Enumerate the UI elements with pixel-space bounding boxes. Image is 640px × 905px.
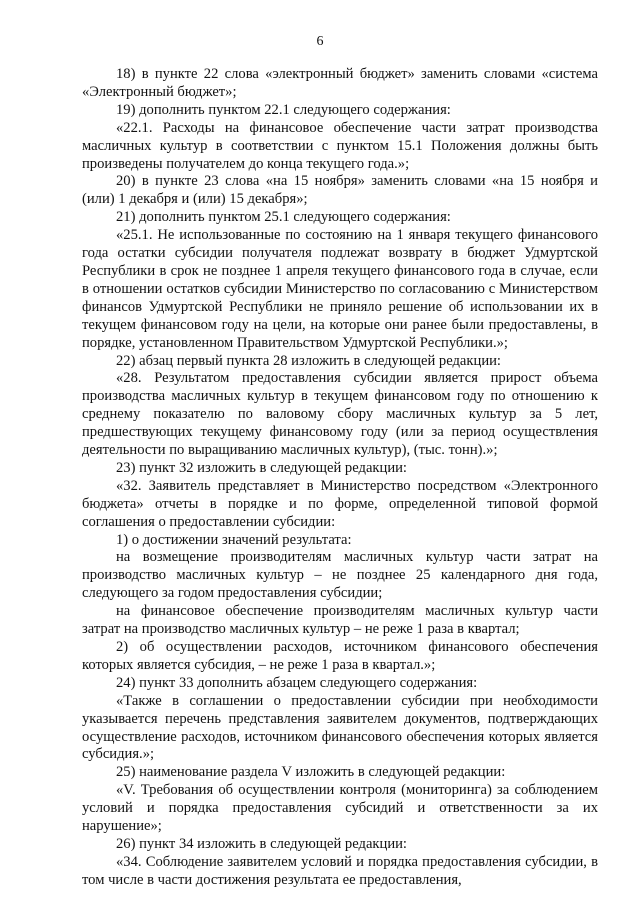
- paragraph-32-item-2: 2) об осуществлении расходов, источником финансового обеспечения которых является субсидия, – не реже 1 раза в квартал.»;: [82, 639, 598, 673]
- paragraph-24: 24) пункт 33 дополнить абзацем следующего содержания:: [116, 674, 478, 691]
- paragraph-19: 19) дополнить пунктом 22.1 следующего содержания:: [116, 101, 451, 118]
- paragraph-22: 22) абзац первый пункта 28 изложить в следующей редакции:: [116, 352, 501, 369]
- paragraph-25: 25) наименование раздела V изложить в следующей редакции:: [116, 764, 506, 781]
- section-v-title: «V. Требования об осуществлении контроля (мониторинга) за соблюдением условий и порядка предоставления субсидий и ответственности за их нарушение»;: [82, 782, 598, 835]
- paragraph-34: «34. Соблюдение заявителем условий и порядка предоставления субсидии, в том числе в части достижения результата ее предоставления,: [82, 853, 598, 888]
- paragraph-22-1: «22.1. Расходы на финансовое обеспечение части затрат производства масличных культур в соответствии с пунктом 15.1 Положения должны быть произведены получателем до конца текущего года.»;: [82, 119, 598, 172]
- paragraph-32-financing: на финансовое обеспечение производителям масличных культур части затрат на производство масличных культур – не реже 1 раза в квартал;: [82, 603, 598, 638]
- paragraph-23: 23) пункт 32 изложить в следующей редакции:: [116, 459, 407, 476]
- page-number: 6: [316, 34, 324, 49]
- paragraph-26: 26) пункт 34 изложить в следующей редакции:: [116, 835, 407, 852]
- paragraph-20: 20) в пункте 23 слова «на 15 ноября» заменить словами «на 15 ноября и (или) 1 декабря и (или) 15 декабря»;: [82, 173, 598, 208]
- paragraph-28: «28. Результатом предоставления субсидии является прирост объема производства масличных культур в текущем финансовом году по отношению к среднему показателю по валовому сбору масличных культур за 5 лет, предшествующих текущему финансовому году (или за период осуществления деятельности по выращиванию масличных культур), (тыс. тонн).»;: [82, 370, 598, 459]
- paragraph-25-1: «25.1. Не использованные по состоянию на 1 января текущего финансового года остатки субсидии получателя подлежат возврату в бюджет Удмуртской Республики в срок не позднее 1 апреля текущего финансового года в случае, если в отношении остатков субсидии Министерство по согласованию с Министерством финансов Удмуртской Республики не приняло решение об использовании их в текущем финансовом году на цели, на которые они ранее были предоставлены, в порядке, установленном Правительством Удмуртской Республики.»;: [82, 227, 598, 351]
- paragraph-32-reimbursement: на возмещение производителям масличных культур части затрат на производство масличных культур – не позднее 25 календарного дня года, следующего за годом предоставления субсидии;: [82, 549, 598, 602]
- paragraph-33-addition: «Также в соглашении о предоставлении субсидии при необходимости указывается перечень представления заявителем документов, подтверждающих осуществление расходов, источником финансового обеспечения которых является субсидия.»;: [82, 692, 598, 763]
- paragraph-32: «32. Заявитель представляет в Министерство посредством «Электронного бюджета» отчеты в порядке и по форме, определенной типовой формой соглашения о предоставлении субсидии:: [82, 477, 598, 530]
- document-body: [82, 66, 598, 890]
- paragraph-32-item-1: 1) о достижении значений результата:: [116, 531, 352, 548]
- paragraph-18: 18) в пункте 22 слова «электронный бюджет» заменить словами «система «Электронный бюджет»;: [82, 66, 598, 100]
- paragraph-21: 21) дополнить пунктом 25.1 следующего содержания:: [116, 209, 451, 226]
